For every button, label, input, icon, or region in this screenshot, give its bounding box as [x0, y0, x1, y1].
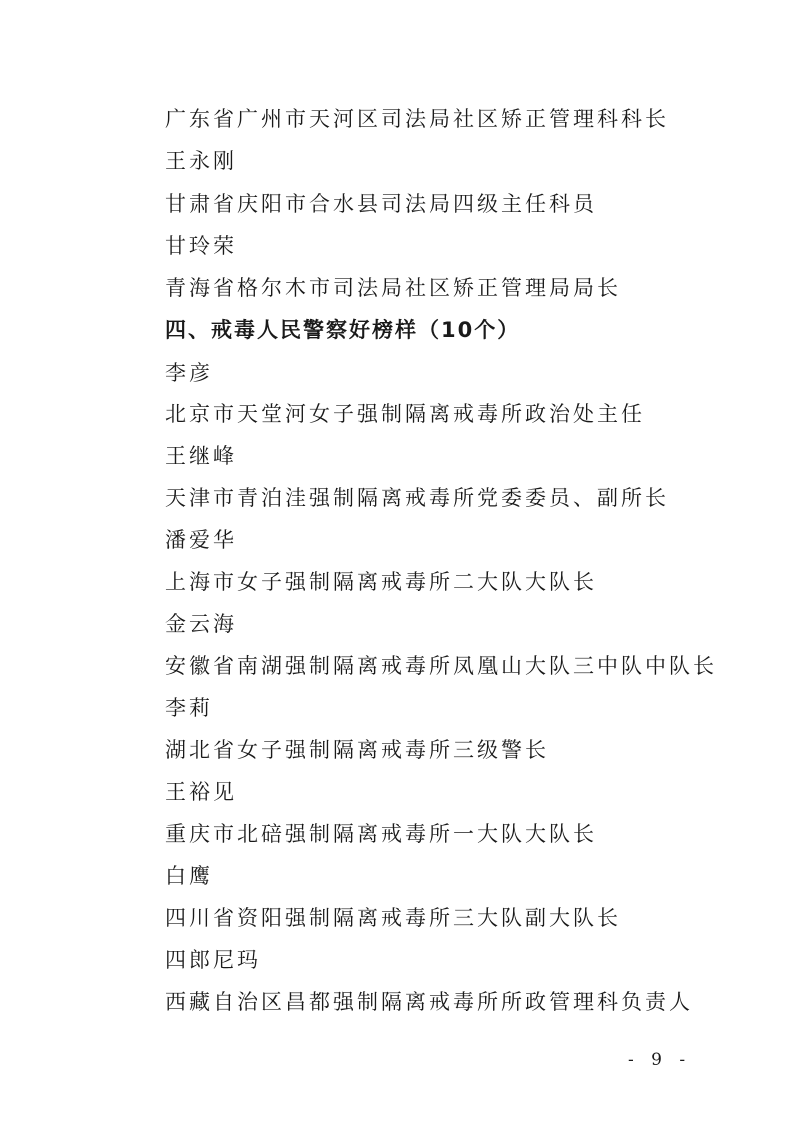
text-line-unit: 广东省广州市天河区司法局社区矫正管理科科长 [165, 107, 669, 131]
text-line-unit: 北京市天堂河女子强制隔离戒毒所政治处主任 [165, 402, 645, 426]
text-line-name: 四郎尼玛 [165, 948, 261, 972]
text-line-unit: 重庆市北碚强制隔离戒毒所一大队大队长 [165, 822, 597, 846]
text-line-name: 王裕见 [165, 780, 237, 804]
text-line-unit: 四川省资阳强制隔离戒毒所三大队副大队长 [165, 906, 621, 930]
text-line-name: 白鹰 [165, 864, 213, 888]
text-line-unit: 西藏自治区昌都强制隔离戒毒所所政管理科负责人 [165, 990, 693, 1014]
text-line-name: 王永刚 [165, 149, 237, 173]
text-line-unit: 上海市女子强制隔离戒毒所二大队大队长 [165, 570, 597, 594]
text-line-name: 王继峰 [165, 444, 237, 468]
text-line-unit: 甘肃省庆阳市合水县司法局四级主任科员 [165, 192, 597, 216]
text-line-unit: 安徽省南湖强制隔离戒毒所凤凰山大队三中队中队长 [165, 654, 717, 678]
text-line-name: 潘爱华 [165, 528, 237, 552]
page-number: - 9 - [628, 1050, 692, 1070]
text-line-name: 金云海 [165, 612, 237, 636]
text-line-unit: 湖北省女子强制隔离戒毒所三级警长 [165, 738, 549, 762]
text-line-name: 甘玲荣 [165, 234, 237, 258]
text-line-unit: 天津市青泊洼强制隔离戒毒所党委委员、副所长 [165, 486, 669, 510]
section-heading: 四、戒毒人民警察好榜样（10个） [165, 318, 521, 342]
text-line-name: 李彦 [165, 361, 213, 385]
text-line-unit: 青海省格尔木市司法局社区矫正管理局局长 [165, 276, 621, 300]
text-line-name: 李莉 [165, 696, 213, 720]
